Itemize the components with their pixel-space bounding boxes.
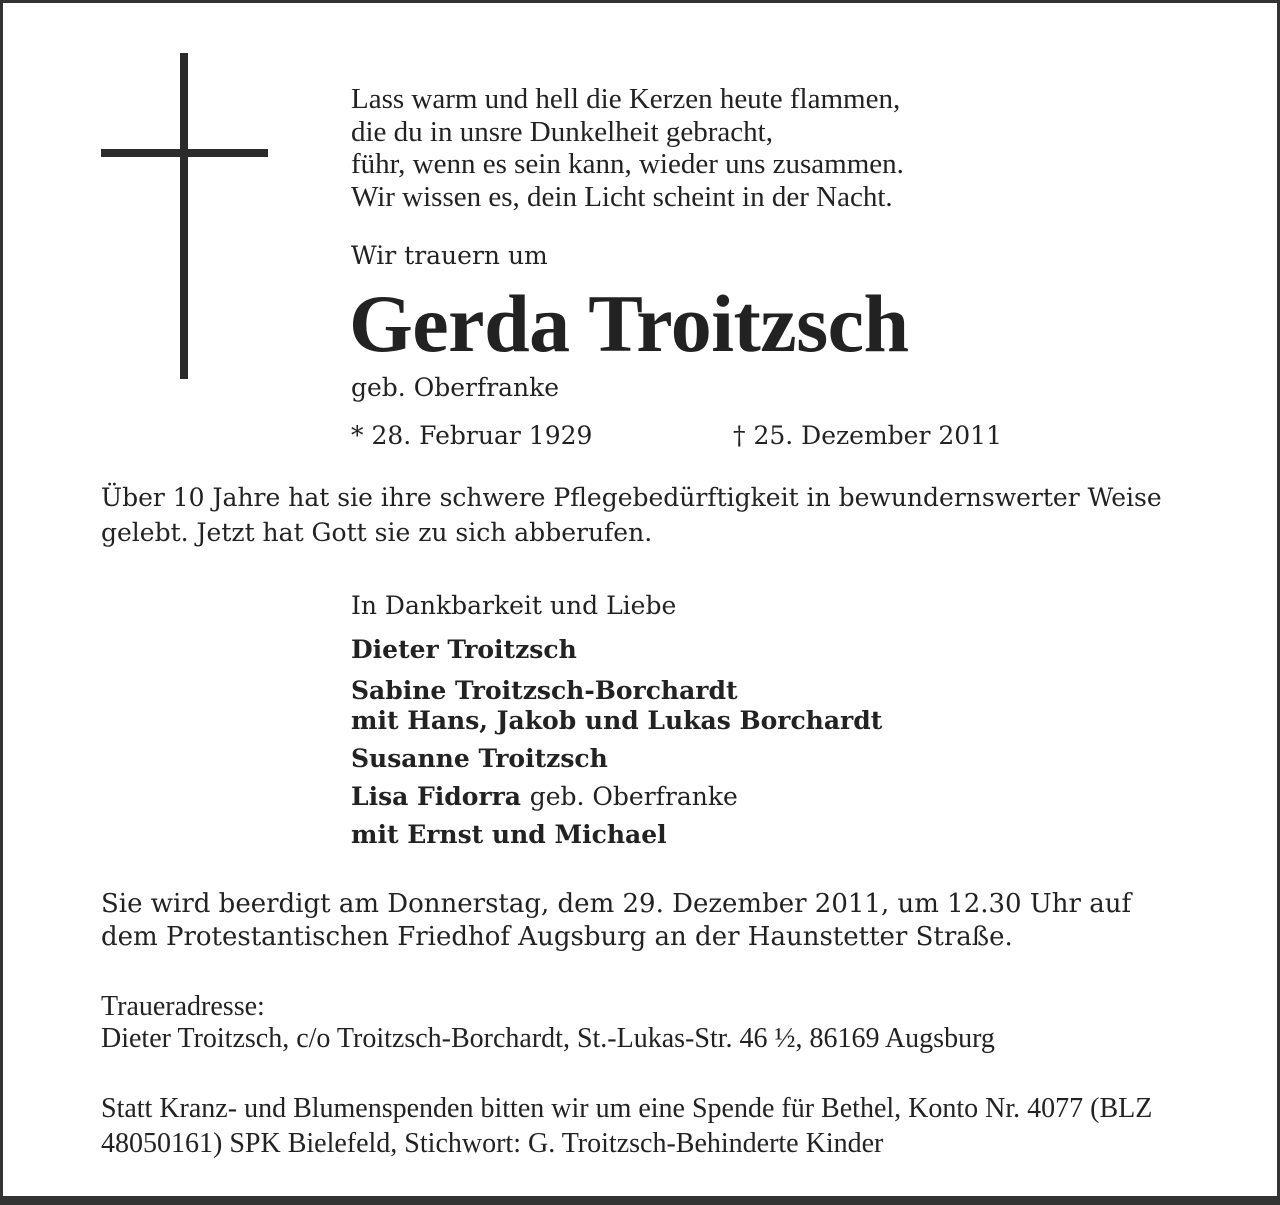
mourner-sabine: Sabine Troitzsch-Borchardt	[351, 676, 738, 705]
intro-text: Wir trauern um	[351, 241, 548, 270]
mourner-lisa-children: mit Ernst und Michael	[351, 820, 667, 849]
maiden-name: geb. Oberfranke	[351, 373, 560, 402]
cross-icon-vertical	[180, 53, 188, 379]
mourner-lisa	[351, 782, 738, 811]
thanks-line: In Dankbarkeit und Liebe	[351, 591, 677, 620]
poem-line: führ, wenn es sein kann, wieder uns zusammen.	[351, 148, 904, 180]
birth-date: * 28. Februar 1929	[351, 421, 593, 450]
poem-line: die du in unsre Dunkelheit gebracht,	[351, 115, 773, 148]
mourner-lisa-maiden: geb. Oberfranke	[529, 782, 738, 811]
address-label: Traueradresse:	[101, 991, 265, 1022]
funeral-paragraph: Sie wird beerdigt am Donnerstag, dem 29. Dezember 2011, um 12.30 Uhr auf dem Protestantischen Friedhof Augsburg an der Haunstetter Straße.	[101, 889, 1132, 952]
mourning-address	[101, 991, 995, 1055]
mourner-sabine-children: mit Hans, Jakob und Lukas Borchardt	[351, 706, 883, 735]
address-text: Dieter Troitzsch, c/o Troitzsch-Borchardt, St.-Lukas-Str. 46 ½, 86169 Augsburg	[101, 1023, 995, 1054]
mourner-dieter: Dieter Troitzsch	[351, 635, 577, 664]
cross-icon-horizontal	[101, 149, 268, 157]
poem-line: Lass warm und hell die Kerzen heute flammen,	[351, 83, 901, 115]
poem	[351, 83, 904, 213]
death-date: † 25. Dezember 2011	[733, 421, 1002, 450]
life-paragraph: Über 10 Jahre hat sie ihre schwere Pflegebedürftigkeit in bewundernswerter Weise gelebt. Jetzt hat Gott sie zu sich abberufen.	[101, 483, 1162, 547]
donation-paragraph: Statt Kranz- und Blumenspenden bitten wir um eine Spende für Bethel, Konto Nr. 4077 (BLZ 48050161) SPK Bielefeld, Stichwort: G. Troitzsch-Behinderte Kinder	[101, 1093, 1153, 1159]
deceased-name: Gerda Troitzsch	[349, 278, 909, 369]
mourner-lisa-name: Lisa Fidorra	[351, 782, 521, 811]
poem-line: Wir wissen es, dein Licht scheint in der Nacht.	[351, 180, 893, 213]
mourner-susanne: Susanne Troitzsch	[351, 744, 608, 773]
